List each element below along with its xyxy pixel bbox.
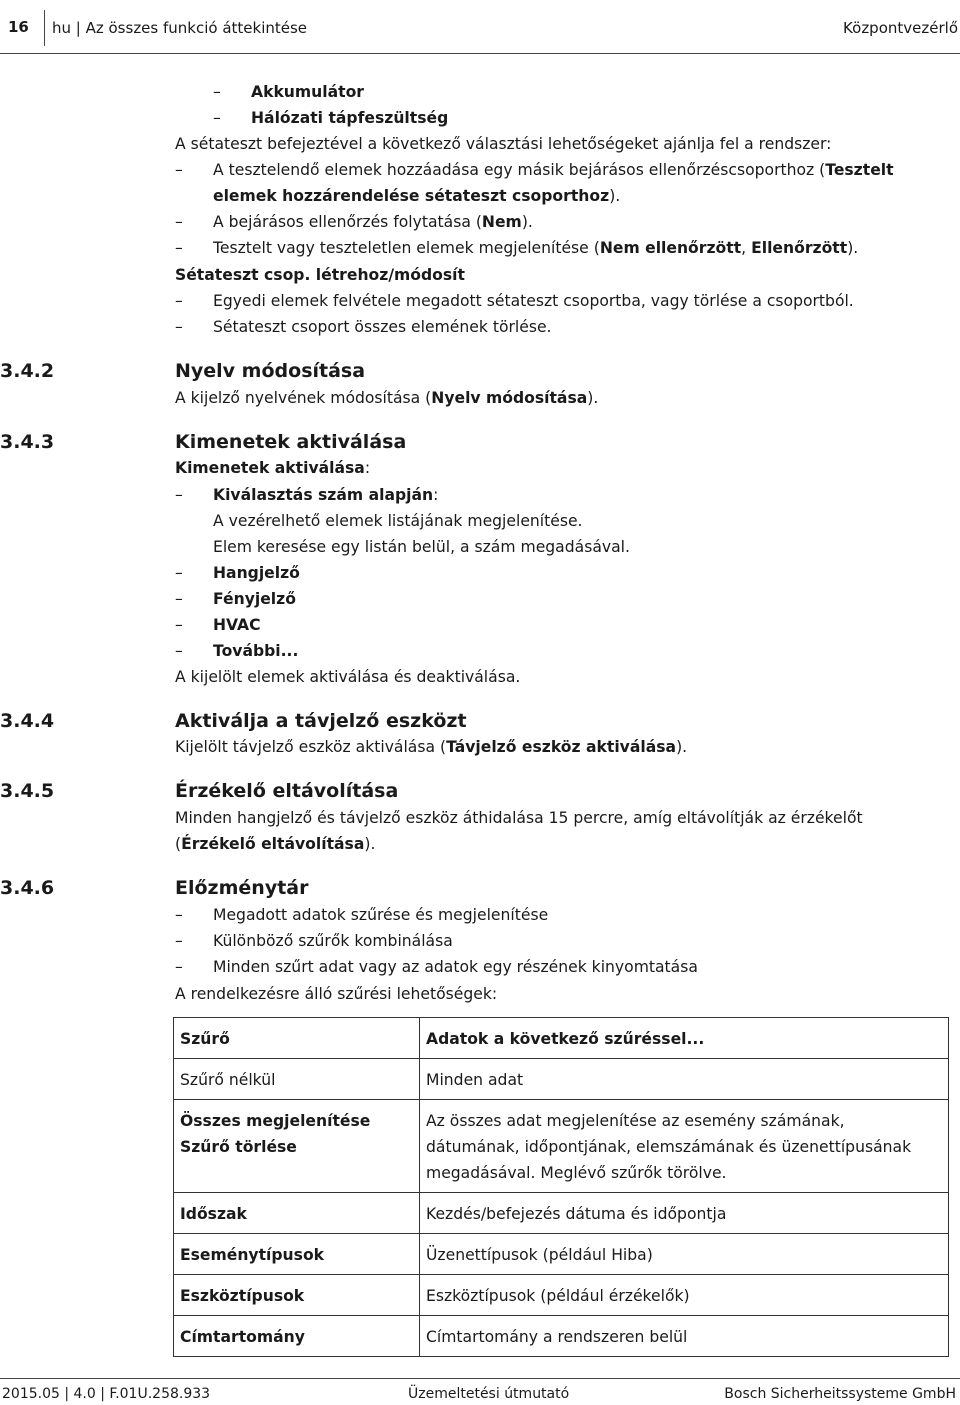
dash-marker: – [175,213,183,231]
section-number-346: 3.4.6 [0,877,55,899]
section-text-344: Kijelölt távjelző eszköz aktiválása (Távjelző eszköz aktiválása). [175,738,688,756]
dash-marker: – [175,932,183,950]
table-cell: Időszak [174,1193,420,1234]
history-item-3: Minden szűrt adat vagy az adatok egy részének kinyomtatása [213,958,698,976]
header-separator [44,10,45,46]
output-item-line1: A vezérelhető elemek listájának megjelenítése. [213,512,583,530]
section-title-344: Aktiválja a távjelző eszközt [175,710,467,732]
table-cell: Szűrő nélkül [174,1059,420,1100]
table-header-row [174,1018,949,1059]
dash-marker: – [175,161,183,179]
table-row [174,1275,949,1316]
output-item-fenyjelzo: Fényjelző [213,590,296,608]
group-title: Sétateszt csop. létrehoz/módosít [175,266,465,284]
dash-marker: – [175,616,183,634]
output-item-hvac: HVAC [213,616,261,634]
list-item-halozati: Hálózati tápfeszültség [251,109,449,127]
dash-marker: – [213,109,221,127]
output-item-select-by-number: Kiválasztás szám alapján: [213,486,439,504]
page-footer [0,1378,960,1405]
dash-marker: – [175,590,183,608]
section-number-345: 3.4.5 [0,780,55,802]
table-cell: Eszköztípusok (például érzékelők) [420,1275,949,1316]
table-row [174,1234,949,1275]
page-number: 16 [8,18,29,36]
table-cell: Az összes adat megjelenítése az esemény számának, dátumának, időpontjának, elemszámának és üzenettípusának megadásával. Meglévő szűrők törölve. [420,1100,949,1193]
page-header [0,0,960,56]
table-row [174,1316,949,1357]
option-add-items-cont: elemek hozzárendelése sétateszt csoporthoz). [213,187,621,205]
history-item-1: Megadott adatok szűrése és megjelenítése [213,906,549,924]
dash-marker: – [175,642,183,660]
walk-test-intro: A sétateszt befejeztével a következő választási lehetőségeket ajánlja fel a rendszer: [175,135,832,153]
section-text-345: Minden hangjelző és távjelző eszköz áthidalása 15 percre, amíg eltávolítják az érzékelőt [175,809,863,827]
output-item-hangjelzo: Hangjelző [213,564,300,582]
table-cell: Címtartomány a rendszeren belül [420,1316,949,1357]
table-cell: Eseménytípusok [174,1234,420,1275]
footer-doc-type: Üzemeltetési útmutató [408,1386,570,1402]
option-continue: A bejárásos ellenőrzés folytatása (Nem). [213,213,533,231]
filter-intro: A rendelkezésre álló szűrési lehetőségek: [175,985,498,1003]
table-row [174,1193,949,1234]
section-sub-343: Kimenetek aktiválása: [175,459,371,477]
table-cell: Üzenettípusok (például Hiba) [420,1234,949,1275]
section-title-345: Érzékelő eltávolítása [175,780,399,802]
table-header-cell: Adatok a következő szűréssel... [420,1018,949,1059]
history-item-2: Különböző szűrők kombinálása [213,932,453,950]
table-cell: Összes megjelenítése Szűrő törlése [174,1100,420,1193]
dash-marker: – [175,958,183,976]
section-text-342: A kijelző nyelvének módosítása (Nyelv módosítása). [175,389,599,407]
dash-marker: – [175,486,183,504]
section-text-345-cont: (Érzékelő eltávolítása). [175,835,376,853]
filter-table [173,1017,949,1357]
option-show-items: Tesztelt vagy teszteletlen elemek megjelenítése (Nem ellenőrzött, Ellenőrzött). [213,239,859,257]
table-cell: Eszköztípusok [174,1275,420,1316]
header-product: Központvezérlő [843,19,958,37]
footer-doc-id: 2015.05 | 4.0 | F.01U.258.933 [2,1386,211,1402]
section-title-343: Kimenetek aktiválása [175,431,407,453]
section-number-344: 3.4.4 [0,710,55,732]
section-number-342: 3.4.2 [0,360,55,382]
section-number-343: 3.4.3 [0,431,55,453]
dash-marker: – [213,83,221,101]
table-row [174,1100,949,1193]
group-item-2: Sétateszt csoport összes elemének törlése. [213,318,552,336]
section-title-346: Előzménytár [175,877,309,899]
list-item-akkumulator: Akkumulátor [251,83,364,101]
section-footer-343: A kijelölt elemek aktiválása és deaktiválása. [175,668,521,686]
table-cell: Címtartomány [174,1316,420,1357]
option-add-items: A tesztelendő elemek hozzáadása egy másik bejárásos ellenőrzéscsoporthoz (Tesztelt [213,161,894,179]
dash-marker: – [175,318,183,336]
dash-marker: – [175,292,183,310]
output-item-tovabbi: További... [213,642,299,660]
table-header-cell: Szűrő [174,1018,420,1059]
section-title-342: Nyelv módosítása [175,360,366,382]
table-cell: Kezdés/befejezés dátuma és időpontja [420,1193,949,1234]
group-item-1: Egyedi elemek felvétele megadott sétateszt csoportba, vagy törlése a csoportból. [213,292,854,310]
table-row [174,1059,949,1100]
output-item-line2: Elem keresése egy listán belül, a szám megadásával. [213,538,630,556]
dash-marker: – [175,906,183,924]
dash-marker: – [175,564,183,582]
dash-marker: – [175,239,183,257]
footer-rule [0,1378,960,1379]
footer-company: Bosch Sicherheitssysteme GmbH [724,1386,956,1402]
header-title: hu | Az összes funkció áttekintése [52,19,308,37]
header-rule [0,53,960,54]
table-cell: Minden adat [420,1059,949,1100]
